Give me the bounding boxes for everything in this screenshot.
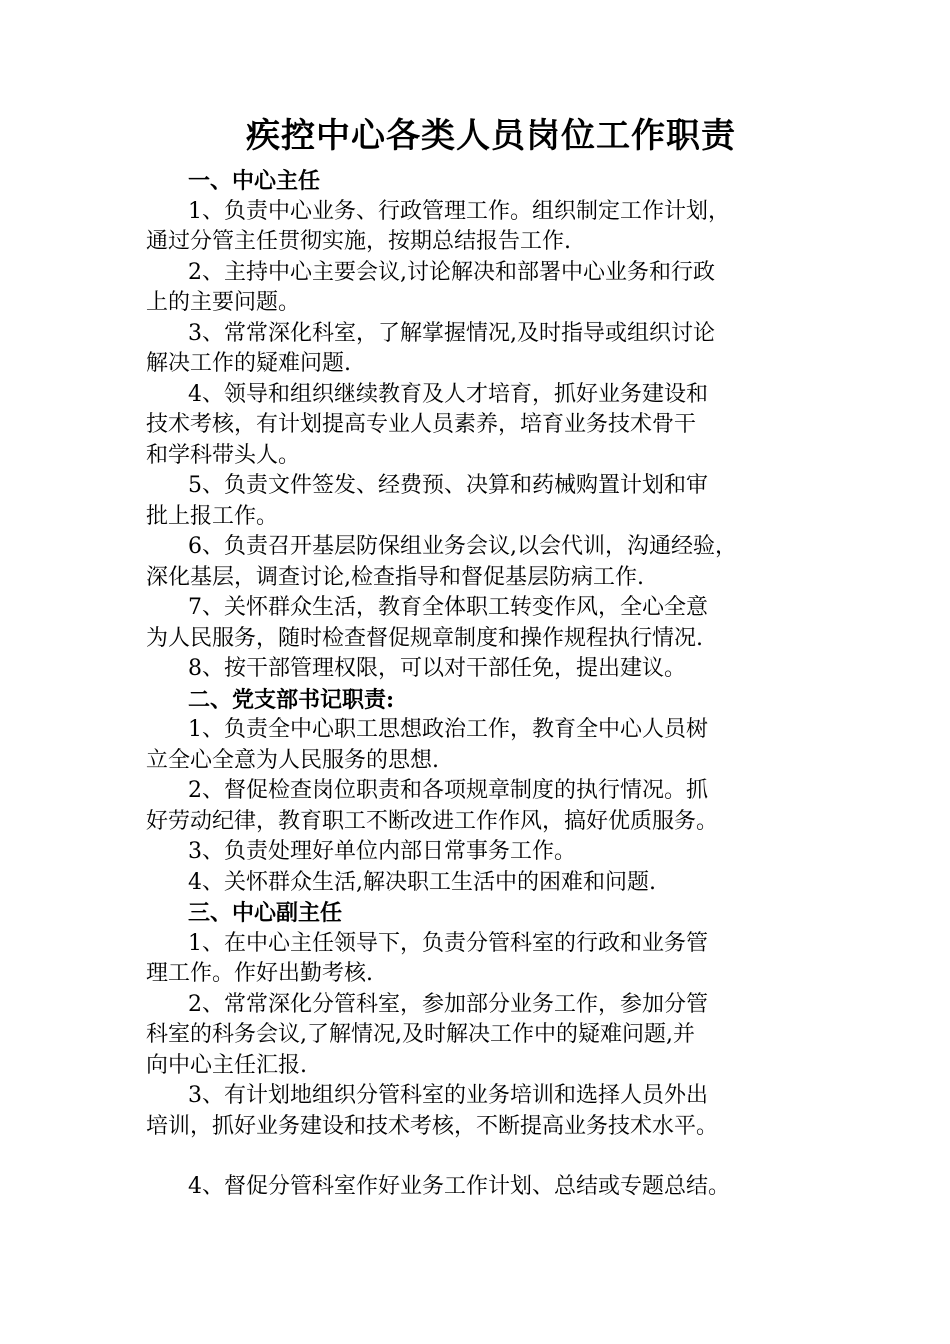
list-item — [146, 1172, 814, 1203]
list-item — [146, 654, 814, 685]
list-item — [146, 837, 814, 868]
list-item — [146, 715, 814, 776]
paragraph-line: 3、有计划地组织分管科室的业务培训和选择人员外出 — [188, 1083, 708, 1108]
section-heading: 一、中心主任 — [188, 168, 321, 194]
paragraph-line: 8、按干部管理权限，可以对干部任免，提出建议。 — [188, 656, 686, 681]
paragraph-line: 1、负责中心业务、行政管理工作。组织制定工作计划， — [188, 198, 730, 224]
section-heading: 二、党支部书记职责: — [188, 686, 395, 713]
paragraph-line: 4、领导和组织继续教育及人才培育，抓好业务建设和 — [188, 381, 708, 407]
list-item — [146, 1081, 814, 1142]
list-item — [146, 929, 814, 990]
paragraph-line: 1、负责全中心职工思想政治工作，教育全中心人员树 — [188, 717, 708, 742]
paragraph-line: 向中心主任汇报. — [146, 1052, 307, 1078]
paragraph-line: 1、在中心主任领导下，负责分管科室的行政和业务管 — [188, 930, 708, 956]
paragraph-line: 2、督促检查岗位职责和各项规章制度的执行情况。抓 — [188, 778, 708, 803]
paragraph-line: 5、负责文件签发、经费预、决算和药械购置计划和审 — [188, 473, 708, 498]
list-item — [146, 532, 814, 593]
paragraph-line: 解决工作的疑难问题. — [146, 351, 351, 376]
paragraph-line: 3、常常深化科室，了解掌握情况,及时指导或组织讨论 — [188, 320, 715, 346]
paragraph-line: 理工作。作好出勤考核. — [146, 961, 373, 986]
paragraph-line: 6、负责召开基层防保组业务会议,以会代训，沟通经验， — [188, 534, 737, 559]
paragraph-line: 批上报工作。 — [146, 503, 279, 529]
paragraph-line: 4、关怀群众生活,解决职工生活中的困难和问题. — [188, 869, 656, 895]
paragraph-line: 立全心全意为人民服务的思想. — [146, 747, 439, 773]
paragraph-line: 2、常常深化分管科室，参加部分业务工作，参加分管 — [188, 991, 708, 1017]
paragraph-line: 好劳动纪律，教育职工不断改进工作作风，搞好优质服务。 — [146, 808, 719, 834]
paragraph-line: 技术考核，有计划提高专业人员素养，培育业务技术骨干 — [146, 412, 697, 437]
paragraph-line: 7、关怀群众生活，教育全体职工转变作风，全心全意 — [188, 595, 708, 620]
list-item — [146, 868, 814, 899]
list-item — [146, 258, 814, 319]
document-page — [146, 112, 814, 1203]
paragraph-line: 培训，抓好业务建设和技术考核，不断提高业务技术水平。 — [146, 1113, 719, 1139]
paragraph-line: 和学科带头人。 — [146, 442, 301, 468]
list-item — [146, 471, 814, 532]
paragraph-line: 4、督促分管科室作好业务工作计划、总结或专题总结。 — [188, 1174, 730, 1199]
list-item — [146, 593, 814, 654]
list-item — [146, 990, 814, 1082]
paragraph-line: 3、负责处理好单位内部日常事务工作。 — [188, 839, 576, 864]
paragraph-line: 上的主要问题。 — [146, 290, 301, 315]
document-title: 疾控中心各类人员岗位工作职责 — [246, 116, 736, 156]
section-heading: 三、中心副主任 — [188, 900, 343, 926]
paragraph-line: 为人民服务，随时检查督促规章制度和操作规程执行情况. — [146, 625, 703, 651]
document-body — [146, 166, 814, 1203]
paragraph-line: 深化基层，调查讨论,检查指导和督促基层防病工作. — [146, 564, 644, 590]
paragraph-line: 2、主持中心主要会议,讨论解决和部署中心业务和行政 — [188, 259, 715, 285]
list-item — [146, 197, 814, 258]
list-item — [146, 380, 814, 472]
paragraph-line: 通过分管主任贯彻实施，按期总结报告工作. — [146, 229, 571, 254]
list-item — [146, 319, 814, 380]
paragraph-line: 科室的科务会议,了解情况,及时解决工作中的疑难问题,并 — [146, 1022, 695, 1047]
list-item — [146, 776, 814, 837]
